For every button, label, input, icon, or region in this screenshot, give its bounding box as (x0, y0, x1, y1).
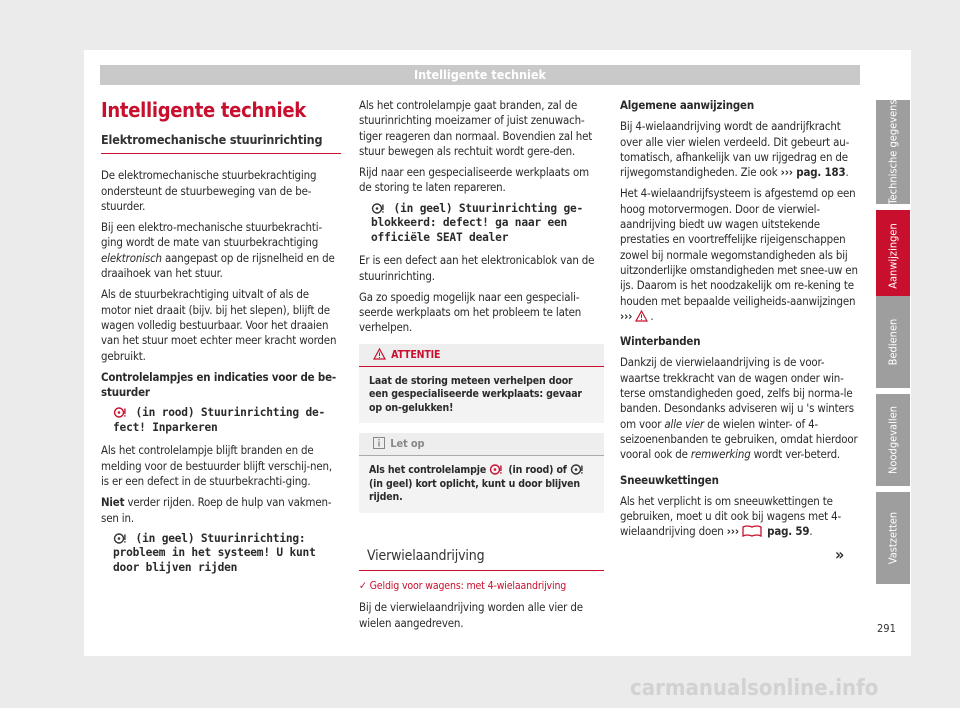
reference-arrow[interactable]: ››› (726, 524, 739, 539)
page-title: Intelligente techniek (101, 98, 306, 122)
page-reference-link[interactable]: ››› pag. 183 (780, 165, 846, 180)
subheading: Algemene aanwijzingen (620, 98, 754, 112)
paragraph: Niet verder rijden. Roep de hulp van vakmen-sen in. (101, 495, 332, 525)
attention-body: Laat de storing meteen verhelpen door een gespecialiseerde werkplaats: gevaar op on-gelukken! (359, 367, 604, 424)
column-3 (620, 98, 860, 546)
section-subtitle: Elektromechanische stuurinrichting (101, 132, 341, 154)
booklet-icon (742, 525, 762, 537)
attention-header: ATTENTIE (359, 344, 604, 367)
paragraph: Bij 4-wielaandrijving wordt de aandrijfkracht over alle vier wielen verdeeld. Dit gebeurt au-tomatisch, afhankelijk van uw rijgedrag en de rijwegomstandigheden. Zie ook ››› pag. 183. (620, 119, 850, 180)
tab-aanwijzingen[interactable]: Aanwijzingen (876, 210, 910, 302)
tip-box (359, 433, 604, 513)
warning-message: (in geel) Stuurinrichting ge-blokkeerd: defect! ga naar een officiële SEAT dealer (371, 201, 584, 244)
warning-message: (in geel) Stuurinrichting: probleem in het systeem! U kunt door blijven rijden (113, 531, 316, 574)
tab-technische-gegevens[interactable]: Technische gegevens (876, 100, 910, 204)
steering-warning-yellow-icon (570, 464, 584, 475)
tip-body: Als het controlelampje (in rood) of (in geel) kort oplicht, kunt u door blijven rijden. (359, 456, 604, 513)
warning-message: (in rood) Stuurinrichting de-fect! Inparkeren (113, 406, 326, 434)
paragraph: Als het controlelampje blijft branden en de melding voor de bestuurder blijft verschij-nen, is er een defect in de stuurbekrachti-ging. (101, 443, 333, 489)
paragraph: Er is een defect aan het elektronicablok van de stuurinrichting. (359, 253, 595, 283)
paragraph: Rijd naar een gespecialiseerde werkplaats om de storing te laten repareren. (359, 165, 589, 195)
steering-warning-yellow-icon (371, 203, 385, 214)
subheading: Controlelampjes en indicaties voor de be-stuurder (101, 369, 336, 400)
steering-warning-yellow-icon (113, 533, 127, 544)
paragraph: Als de stuurbekrachtiging uitvalt of als de motor niet draait (bijv. bij het slepen), blijft de wagen volledig bestuurbaar. Voor het draaien van het stuur moet echter meer kracht worden gebruikt. (101, 287, 337, 363)
warning-triangle-icon (635, 310, 648, 322)
continue-arrow: » (835, 545, 845, 564)
tip-header: Let op (359, 433, 604, 456)
warning-triangle-icon (373, 348, 386, 360)
tab-noodgevallen[interactable]: Noodgevallen (876, 394, 910, 486)
reference-arrow[interactable]: ››› (620, 308, 633, 323)
paragraph: Dankzij de vierwielaandrijving is de voor-waartse trekkracht van de wagen onder win-terse omstandigheden goed, zelfs bij norma-le banden. Desondanks adviseren wij u 's winters om voor alle vier de wielen winter- of 4-seizoenenbanden te gebruiken, omdat hierdoor vooral ook de remwerking wordt ver-beterd. (620, 355, 858, 462)
column-2 (359, 98, 604, 637)
subheading: Sneeuwkettingen (620, 472, 719, 487)
subheading: Winterbanden (620, 334, 701, 349)
paragraph: De elektromechanische stuurbekrachtiging ondersteunt de stuurbeweging van de be-stuurder. (101, 168, 317, 213)
column-1 (101, 98, 341, 583)
paragraph: Bij de vierwielaandrijving worden alle vier de wielen aangedreven. (359, 600, 583, 630)
watermark: carmanualsonline.info (630, 676, 879, 701)
attention-box (359, 344, 604, 424)
validity-note: ✓ Geldig voor wagens: met 4-wielaandrijving (359, 580, 567, 593)
section-heading: Vierwielaandrijving (359, 541, 604, 571)
check-icon: ✓ (359, 580, 367, 593)
page-reference-link[interactable]: pag. 59 (767, 524, 810, 539)
info-icon (373, 437, 385, 449)
steering-warning-red-icon (113, 407, 127, 418)
page-number: 291 (877, 622, 896, 635)
paragraph: Het 4-wielaandrijfsysteem is afgestemd op een hoog motorvermogen. Door de vierwiel-aandrijving biedt uw wagen uitstekende prestaties en voortreffelijke rijeigenschappen zowel bij normale wegomstandigheden als bij uitzonderlijke omstandigheden met snee-uw en ijs. Daarom is het noodzakelijk om re-kening te houden met bepaalde veiligheids-aanwijzingen ››› . (620, 186, 858, 323)
tab-bedienen[interactable]: Bedienen (876, 296, 910, 388)
steering-warning-red-icon (489, 464, 503, 475)
paragraph: Als het controlelampje gaat branden, zal de stuurinrichting moeizamer of juist zenuwach-tiger reageren dan normaal. Bovendien zal het stuur bewegen als rechtuit wordt gere-den. (359, 98, 593, 158)
paragraph: Bij een elektro-mechanische stuurbekrachti-ging wordt de mate van stuurbekrachtiging elektronisch aangepast op de rijsnelheid en de draaihoek van het stuur. (101, 220, 335, 281)
header-bar: Intelligente techniek (100, 65, 860, 85)
tab-vastzetten[interactable]: Vastzetten (876, 492, 910, 584)
paragraph: Als het verplicht is om sneeuwkettingen te gebruiken, moet u dit ook bij wagens met 4-wielaandrijving doen ››› pag. 59. (620, 493, 841, 539)
paragraph: Ga zo spoedig mogelijk naar een gespeciali-seerde werkplaats om het probleem te laten verhelpen. (359, 289, 582, 335)
